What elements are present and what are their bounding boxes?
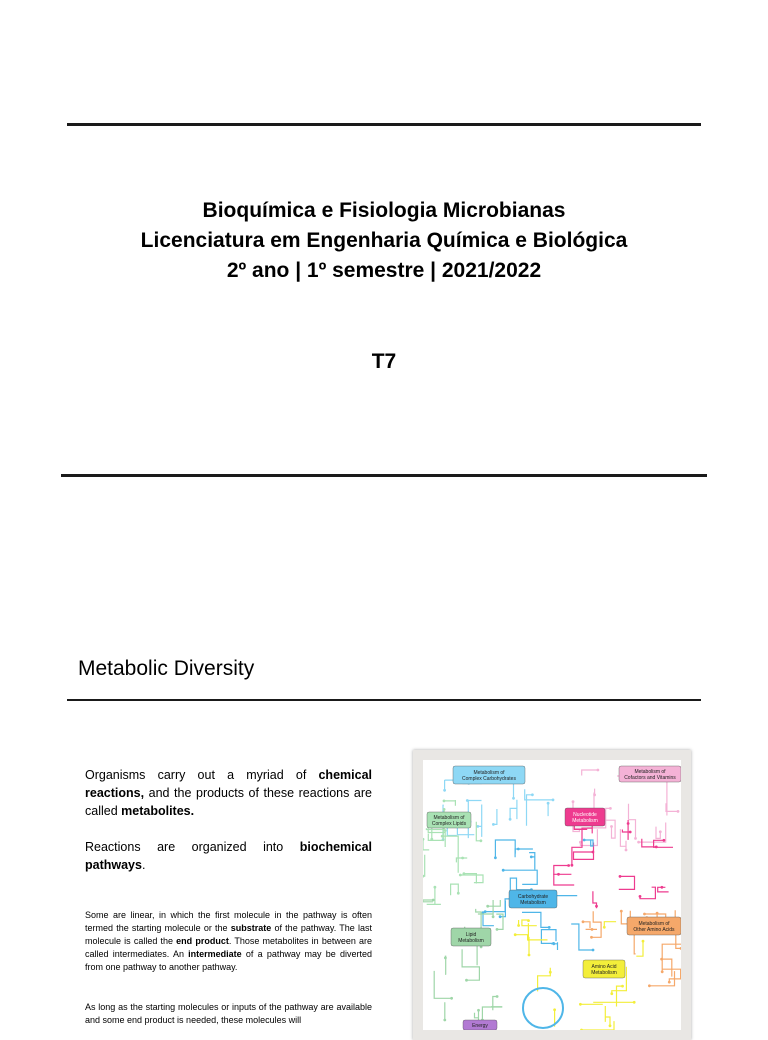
metabolite-node [582, 920, 585, 923]
section-divider [67, 699, 701, 701]
metabolite-node [457, 892, 460, 895]
text-run: Reactions are organized into [85, 840, 300, 854]
metabolite-node [579, 841, 582, 844]
title-block [0, 196, 768, 286]
course-title: Bioquímica e Fisiologia Microbianas [202, 199, 566, 222]
metabolite-node [547, 802, 550, 805]
pathway-label-text: Nucleotide [573, 812, 597, 818]
metabolite-node [597, 769, 600, 772]
metabolite-node [610, 992, 613, 995]
top-divider [67, 123, 701, 126]
metabolite-node [443, 800, 446, 803]
metabolite-node [567, 864, 570, 867]
paragraph-linear-pathways [85, 909, 372, 974]
pathway-label-text: Complex Carbohydrates [462, 776, 516, 782]
paragraph-inputs [85, 1001, 372, 1027]
metabolite-node [527, 919, 530, 922]
metabolite-node [633, 1001, 636, 1004]
degree-title: Licenciatura em Engenharia Química e Biológica [140, 229, 628, 252]
metabolite-node [663, 839, 666, 842]
metabolite-node [625, 849, 628, 852]
metabolite-node [609, 1024, 612, 1027]
text-run: of the pathway. The last molecule is called the [85, 923, 372, 946]
metabolite-node [620, 910, 623, 913]
metabolite-node [444, 957, 447, 960]
paragraph-pathways [85, 838, 372, 874]
metabolite-node [530, 856, 533, 859]
section-title: Metabolic Diversity [78, 657, 255, 680]
metabolite-node [621, 985, 624, 988]
metabolite-node [572, 800, 575, 803]
metabolite-node [660, 958, 663, 961]
metabolite-node [531, 793, 534, 796]
metabolite-node [629, 831, 632, 834]
metabolite-node [461, 857, 464, 860]
metabolite-node [592, 949, 595, 952]
bold-term: metabolites. [121, 804, 195, 818]
pathway-label-text: Other Amino Acids [633, 927, 675, 933]
metabolite-node [571, 864, 574, 867]
pathway-label-text: Lipid [465, 932, 477, 938]
metabolic-map-figure [413, 750, 691, 1040]
metabolite-node [590, 936, 593, 939]
metabolite-node [592, 851, 595, 854]
pathway-label-text: Complex Lipids [431, 821, 467, 827]
pathway-label-text: Amino Acid [591, 964, 617, 970]
pathway-line [528, 923, 529, 955]
metabolite-node [637, 841, 640, 844]
pathway-label-text: Energy [472, 1023, 488, 1029]
metabolite-node [634, 837, 637, 840]
pathway-label-text: Metabolism [458, 938, 484, 944]
metabolite-node [661, 886, 664, 889]
metabolite-node [517, 924, 520, 927]
text-run: As long as the starting molecules or inputs of the pathway are available and some end product is needed, these molecules will [85, 1002, 372, 1025]
metabolite-node [593, 794, 596, 797]
bold-term: biochemical pathways [85, 840, 372, 872]
text-run: Organisms carry out a myriad of [85, 768, 319, 782]
metabolite-node [466, 799, 469, 802]
metabolite-node [643, 913, 646, 916]
metabolite-node [659, 830, 662, 833]
metabolite-node [496, 995, 499, 998]
metabolite-node [496, 928, 499, 931]
metabolite-node [459, 874, 462, 877]
pathway-label-text: Metabolism [520, 900, 546, 906]
pathway-label-text: Cofactors and Vitamins [624, 775, 676, 781]
middle-divider [61, 474, 707, 477]
metabolite-node [480, 839, 483, 842]
metabolite-node [499, 915, 502, 918]
metabolite-node [443, 808, 446, 811]
metabolite-node [443, 1019, 446, 1022]
paragraph-chemical-reactions [85, 766, 372, 820]
metabolite-node [477, 1009, 480, 1012]
metabolite-node [492, 915, 495, 918]
metabolite-node [668, 981, 671, 984]
term-line: 2º ano | 1º semestre | 2021/2022 [226, 259, 542, 282]
pathway-label-text: Metabolism of [433, 815, 465, 821]
metabolite-node [486, 905, 489, 908]
metabolite-node [514, 933, 517, 936]
metabolite-node [579, 1003, 582, 1006]
metabolite-node [677, 810, 680, 813]
bold-term: chemical reactions, [85, 768, 372, 800]
metabolite-node [648, 984, 651, 987]
metabolite-node [549, 971, 552, 974]
pathway-label-text: Metabolism of [638, 921, 670, 927]
metabolite-node [443, 789, 446, 792]
bold-term: substrate [230, 923, 272, 933]
pathway-label-text: Carbohydrate [517, 894, 549, 900]
text-run: . Those metabolites in between are called intermediates. An [85, 936, 373, 959]
text-run: and the products of these reactions are called [85, 786, 372, 818]
lecture-number: T7 [371, 350, 397, 373]
metabolite-node [494, 856, 497, 859]
text-run: . [141, 858, 146, 872]
pathway-label-text: Metabolism of [473, 770, 505, 776]
metabolite-node [492, 823, 495, 826]
metabolite-node [642, 940, 645, 943]
pathway-label-text: Metabolism [591, 970, 617, 976]
text-run: of a pathway may be diverted from one pathway to another pathway. [85, 949, 372, 972]
metabolite-node [661, 970, 664, 973]
metabolite-node [434, 886, 437, 889]
bold-term: end product [176, 936, 229, 946]
metabolite-node [502, 869, 505, 872]
metabolite-node [583, 839, 586, 842]
metabolite-node [627, 822, 630, 825]
metabolite-node [548, 926, 551, 929]
metabolite-node [552, 799, 555, 802]
metabolite-node [517, 848, 520, 851]
pathway-label-text: Metabolism [572, 818, 598, 824]
metabolite-node [619, 875, 622, 878]
metabolite-node [656, 912, 659, 915]
metabolic-map [423, 760, 681, 1030]
metabolite-node [639, 895, 642, 898]
metabolite-node [432, 899, 435, 902]
metabolite-node [528, 954, 531, 957]
bold-term: intermediate [188, 949, 242, 959]
metabolite-node [553, 1008, 556, 1011]
metabolite-node [610, 825, 613, 828]
metabolite-node [509, 818, 512, 821]
text-run: Some are linear, in which the first molecule in the pathway is often termed the starting molecule or the [85, 910, 372, 933]
metabolite-node [450, 997, 453, 1000]
metabolite-node [603, 926, 606, 929]
metabolite-node [595, 905, 598, 908]
metabolite-node [430, 838, 433, 841]
metabolite-node [591, 928, 594, 931]
metabolite-node [465, 979, 468, 982]
metabolite-node [557, 873, 560, 876]
metabolite-node [609, 807, 612, 810]
metabolite-node [512, 797, 515, 800]
pathway-label-text: Metabolism of [634, 769, 666, 775]
metabolite-node [463, 872, 466, 875]
metabolite-node [552, 942, 555, 945]
metabolite-node [655, 846, 658, 849]
